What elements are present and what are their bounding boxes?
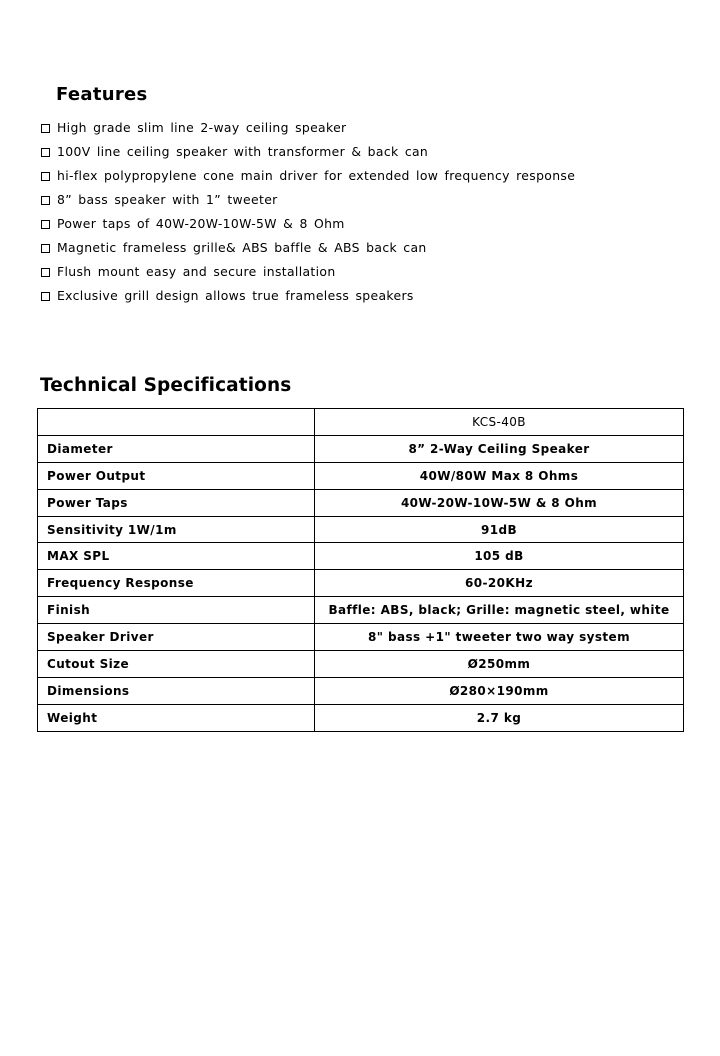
spec-label: Cutout Size	[38, 651, 315, 678]
spec-label: Speaker Driver	[38, 624, 315, 651]
feature-item	[41, 284, 575, 308]
table-header-row	[38, 409, 684, 436]
spec-value: 2.7 kg	[315, 704, 684, 731]
checkbox-icon	[41, 292, 50, 301]
checkbox-icon	[41, 172, 50, 181]
spec-label: Diameter	[38, 435, 315, 462]
spec-label: Finish	[38, 597, 315, 624]
feature-text: Magnetic frameless grille& ABS baffle & ABS back can	[57, 240, 427, 255]
feature-text: Power taps of 40W-20W-10W-5W & 8 Ohm	[57, 216, 345, 231]
checkbox-icon	[41, 124, 50, 133]
spec-value: 40W/80W Max 8 Ohms	[315, 462, 684, 489]
checkbox-icon	[41, 244, 50, 253]
spec-label: Sensitivity 1W/1m	[38, 516, 315, 543]
feature-text: Flush mount easy and secure installation	[57, 264, 336, 279]
spec-value: Baffle: ABS, black; Grille: magnetic steel, white	[315, 597, 684, 624]
specifications-table	[37, 408, 684, 732]
spec-label: Power Output	[38, 462, 315, 489]
table-row	[38, 570, 684, 597]
feature-text: 8” bass speaker with 1” tweeter	[57, 192, 278, 207]
features-list	[41, 116, 575, 308]
table-row	[38, 516, 684, 543]
spec-value: 91dB	[315, 516, 684, 543]
table-row	[38, 704, 684, 731]
feature-item	[41, 164, 575, 188]
features-heading: Features	[56, 84, 148, 105]
table-row	[38, 651, 684, 678]
spec-value: 60-20KHz	[315, 570, 684, 597]
table-row	[38, 462, 684, 489]
model-cell: KCS-40B	[315, 409, 684, 436]
feature-text: hi-flex polypropylene cone main driver for extended low frequency response	[57, 168, 576, 183]
table-row	[38, 543, 684, 570]
specifications-heading: Technical Specifications	[40, 375, 292, 396]
spec-label: Dimensions	[38, 677, 315, 704]
feature-text: 100V line ceiling speaker with transformer & back can	[57, 144, 429, 159]
header-empty-cell	[38, 409, 315, 436]
feature-item	[41, 212, 575, 236]
spec-label: Frequency Response	[38, 570, 315, 597]
spec-value: 8" bass +1" tweeter two way system	[315, 624, 684, 651]
table-row	[38, 489, 684, 516]
spec-value: Ø280×190mm	[315, 677, 684, 704]
spec-label: Weight	[38, 704, 315, 731]
feature-item	[41, 260, 575, 284]
spec-value: 40W-20W-10W-5W & 8 Ohm	[315, 489, 684, 516]
feature-item	[41, 236, 575, 260]
spec-label: MAX SPL	[38, 543, 315, 570]
checkbox-icon	[41, 148, 50, 157]
spec-value: 105 dB	[315, 543, 684, 570]
spec-value: Ø250mm	[315, 651, 684, 678]
checkbox-icon	[41, 220, 50, 229]
checkbox-icon	[41, 196, 50, 205]
table-row	[38, 624, 684, 651]
feature-text: High grade slim line 2-way ceiling speaker	[57, 120, 347, 135]
spec-label: Power Taps	[38, 489, 315, 516]
table-row	[38, 677, 684, 704]
feature-item	[41, 188, 575, 212]
feature-item	[41, 140, 575, 164]
feature-text: Exclusive grill design allows true frameless speakers	[57, 288, 414, 303]
checkbox-icon	[41, 268, 50, 277]
table-row	[38, 435, 684, 462]
table-row	[38, 597, 684, 624]
feature-item	[41, 116, 575, 140]
spec-value: 8” 2-Way Ceiling Speaker	[315, 435, 684, 462]
